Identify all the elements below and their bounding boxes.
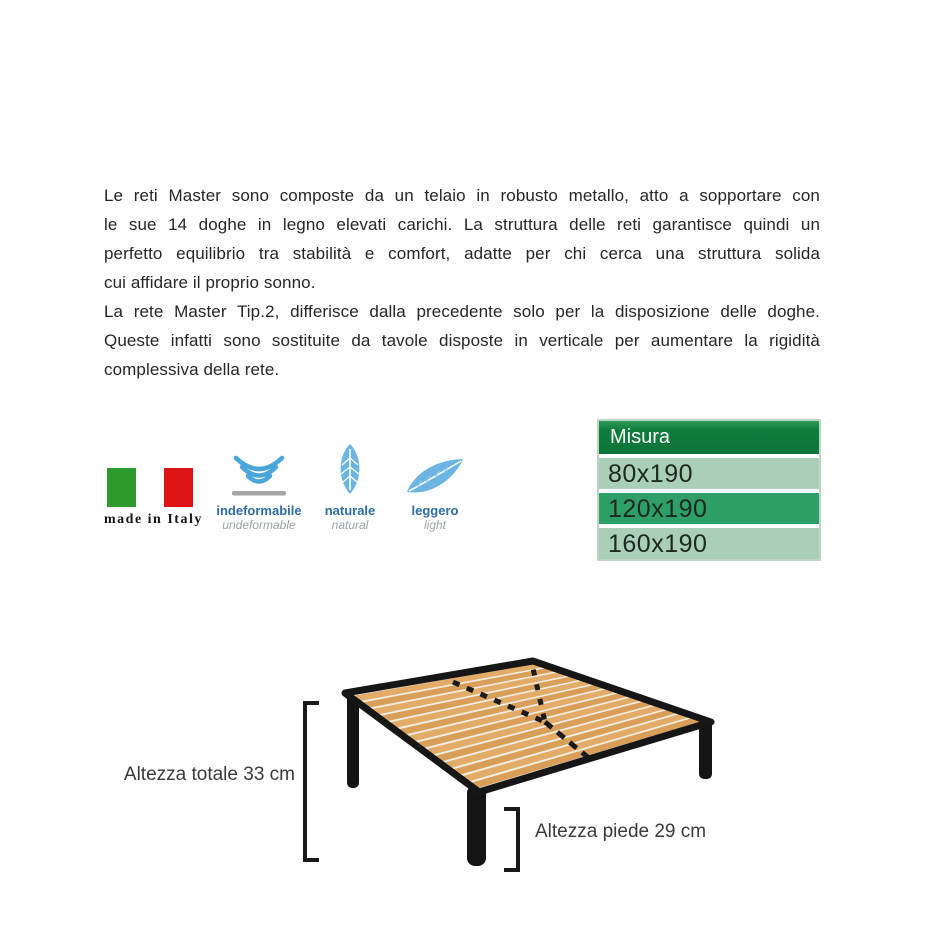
flag-green-stripe [107, 468, 136, 507]
made-in-italy-label: made in Italy [104, 512, 203, 527]
spring-icon [216, 448, 302, 498]
feature-leggero [394, 452, 476, 532]
description-line: le sue 14 doghe in legno elevati carichi. La struttura delle reti garantisce quindi un [104, 215, 820, 234]
feature-label: indeformabile [216, 503, 302, 518]
feature-sublabel: light [423, 518, 446, 532]
description-line: perfetto equilibrio tra stabilità e comfort, adatte per chi cerca una struttura solida [104, 244, 820, 263]
flag-white-stripe [136, 468, 165, 507]
italy-flag-icon [107, 468, 193, 507]
description-line: Le reti Master sono composte da un telaio in robusto metallo, atto a sopportare con [104, 186, 820, 205]
size-row-160x190: 160x190 [599, 528, 819, 559]
feature-label: naturale [324, 503, 376, 518]
sizes-table [597, 419, 821, 561]
foot-height-bracket [504, 807, 520, 872]
feature-sublabel: natural [331, 518, 369, 532]
product-description [104, 181, 820, 384]
description-line: Queste infatti sono sostituite da tavole disposte in verticale per aumentare la rigidità [104, 331, 820, 350]
feather-icon [394, 452, 476, 498]
total-height-label: Altezza totale 33 cm [123, 764, 295, 785]
flag-red-stripe [164, 468, 193, 507]
description-line: complessiva della rete. [104, 360, 280, 379]
foot-height-label: Altezza piede 29 cm [535, 821, 707, 842]
total-height-bracket [303, 701, 319, 862]
feature-naturale [312, 444, 388, 532]
size-row-80x190: 80x190 [599, 458, 819, 489]
description-line: La rete Master Tip.2, differisce dalla precedente solo per la disposizione delle doghe. [104, 302, 820, 321]
made-in-italy-badge [104, 468, 203, 528]
bed-leg-front [467, 785, 486, 866]
bed-frame-image [320, 635, 760, 885]
feature-indeformabile [216, 448, 302, 532]
description-line: cui affidare il proprio sonno. [104, 273, 316, 292]
feature-label: leggero [411, 503, 459, 518]
feature-sublabel: undeformable [222, 518, 296, 532]
size-row-120x190: 120x190 [599, 493, 819, 524]
sizes-table-header: Misura [599, 421, 819, 454]
leaf-icon [312, 444, 388, 498]
